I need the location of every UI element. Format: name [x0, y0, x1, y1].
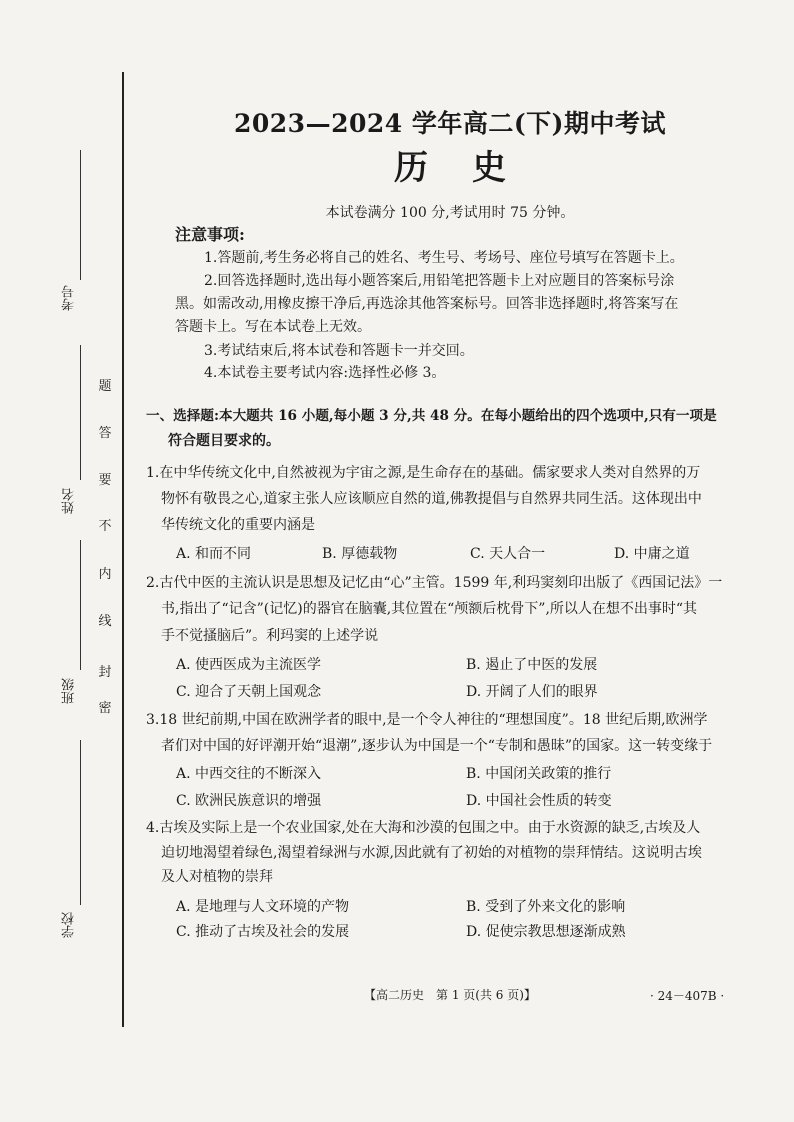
seal-char: 封 — [98, 665, 112, 680]
question-1-option-b[interactable]: B. 厚德载物 — [322, 546, 398, 562]
question-4-option-c[interactable]: C. 推动了古埃及社会的发展 — [176, 924, 350, 940]
question-4-option-a[interactable]: A. 是地理与人文环境的产物 — [176, 899, 350, 915]
question-4-text: 及人对植物的崇拜 — [161, 869, 273, 885]
question-2-option-c[interactable]: C. 迎合了天朝上国观念 — [176, 684, 322, 700]
question-1-text: 华传统文化的重要内涵是 — [161, 517, 315, 533]
seal-char: 答 — [98, 426, 112, 441]
binding-line — [122, 72, 124, 1027]
notice-line: 黑。如需改动,用橡皮擦干净后,再选涂其他答案标号。回答非选择题时,将答案写在 — [175, 296, 679, 312]
field-name-label: 姓名 — [62, 488, 77, 514]
question-2-option-a[interactable]: A. 使西医成为主流医学 — [176, 657, 322, 673]
field-school-label: 学校 — [62, 912, 77, 938]
question-3-option-b[interactable]: B. 中国闭关政策的推行 — [466, 766, 612, 782]
seal-char: 不 — [98, 519, 112, 534]
notice-line: 1.答题前,考生务必将自己的姓名、考生号、考场号、座位号填写在答题卡上。 — [204, 250, 684, 266]
question-4-option-b[interactable]: B. 受到了外来文化的影响 — [466, 899, 626, 915]
school-blank — [80, 740, 81, 905]
section-heading-cont: 符合题目要求的。 — [168, 433, 280, 449]
question-1-option-c[interactable]: C. 天人合一 — [470, 546, 546, 562]
exam-number-blank — [80, 150, 81, 280]
paper-code: · 24－407B · — [650, 989, 725, 1003]
question-2-text: 书,指出了“记含”(记忆)的器官在脑囊,其位置在“颅额后枕骨下”,所以人在想不出事时“其 — [161, 601, 698, 617]
seal-char: 内 — [98, 567, 112, 582]
field-exam-number-label: 考号 — [62, 285, 77, 311]
question-3-option-d[interactable]: D. 中国社会性质的转变 — [466, 793, 612, 809]
seal-char: 要 — [98, 473, 112, 488]
field-class-label: 班级 — [62, 678, 77, 704]
subject-title: 历史 — [394, 148, 550, 188]
question-4-text: 4.古埃及实际上是一个农业国家,处在大海和沙漠的包围之中。由于水资源的缺乏,古埃及人 — [146, 820, 701, 836]
exam-title: 2023—2024 学年高二(下)期中考试 — [233, 109, 667, 138]
question-3-option-c[interactable]: C. 欧洲民族意识的增强 — [176, 793, 322, 809]
question-2-option-b[interactable]: B. 遏止了中医的发展 — [466, 657, 598, 673]
notice-heading: 注意事项: — [175, 225, 245, 244]
question-2-text: 2.古代中医的主流认识是思想及记忆由“心”主管。1599 年,利玛窦刻印出版了《西国记法》一 — [146, 575, 723, 591]
question-3-option-a[interactable]: A. 中西交往的不断深入 — [176, 766, 322, 782]
question-1-text: 物怀有敬畏之心,道家主张人应该顺应自然的道,佛教提倡与自然界共同生活。这体现出中 — [161, 491, 702, 507]
class-blank — [80, 540, 81, 670]
question-4-text: 迫切地渴望着绿色,渴望着绿洲与水源,因此就有了初始的对植物的崇拜情结。这说明古埃 — [161, 845, 702, 861]
question-3-text: 者们对中国的好评潮开始“退潮”,逐步认为中国是一个“专制和愚昧”的国家。这一转变缘于 — [161, 738, 713, 754]
seal-char: 线 — [98, 614, 112, 629]
seal-char: 题 — [98, 379, 112, 394]
question-2-text: 手不觉搔脑后”。利玛窦的上述学说 — [161, 628, 379, 644]
question-1-text: 1.在中华传统文化中,自然被视为宇宙之源,是生命存在的基础。儒家要求人类对自然界的万 — [146, 465, 701, 481]
name-blank — [80, 345, 81, 480]
question-1-option-a[interactable]: A. 和而不同 — [176, 546, 252, 562]
question-1-option-d[interactable]: D. 中庸之道 — [614, 546, 690, 562]
question-4-option-d[interactable]: D. 促使宗教思想逐渐成熟 — [466, 924, 626, 940]
exam-meta: 本试卷满分 100 分,考试用时 75 分钟。 — [325, 205, 575, 221]
seal-char: 密 — [98, 701, 112, 716]
notice-line: 4.本试卷主要考试内容:选择性必修 3。 — [204, 365, 446, 381]
notice-line: 2.回答选择题时,选出每小题答案后,用铅笔把答题卡上对应题目的答案标号涂 — [204, 273, 675, 289]
question-2-option-d[interactable]: D. 开阔了人们的眼界 — [466, 684, 598, 700]
notice-line: 3.考试结束后,将本试卷和答题卡一并交回。 — [204, 343, 474, 359]
page-footer: 【高二历史 第 1 页(共 6 页)】 — [364, 988, 536, 1002]
question-3-text: 3.18 世纪前期,中国在欧洲学者的眼中,是一个令人神往的“理想国度”。18 世纪后期,欧洲学 — [146, 712, 708, 728]
section-heading: 一、选择题:本大题共 16 小题,每小题 3 分,共 48 分。在每小题给出的四个选项中,只有一项是 — [146, 408, 717, 424]
notice-line: 答题卡上。写在本试卷上无效。 — [175, 319, 371, 335]
